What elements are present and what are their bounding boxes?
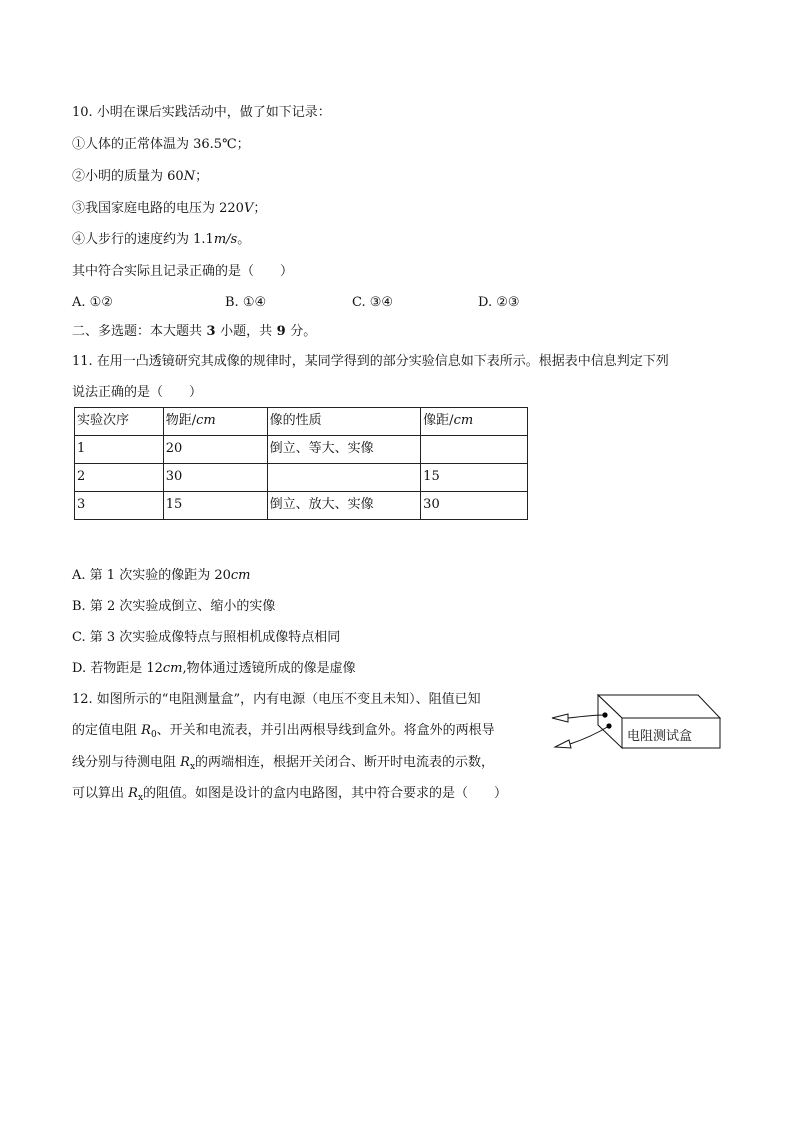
table-row	[75, 464, 528, 492]
table-row	[75, 492, 528, 520]
q11-stem-1: 11. 在用一凸透镜研究其成像的规律时，某同学得到的部分实验信息如下表所示。根据表中信息判定下列	[72, 354, 669, 369]
q10-option-c: C. ③④	[352, 295, 394, 310]
header-cell: 像的性质	[267, 408, 421, 436]
q12-line-3: 线分别与待测电阻 $R_x$的两端相连，根据开关闭合、断开时电流表的示数，	[72, 755, 495, 772]
header-cell: 物距/cm	[163, 408, 267, 436]
q11-option-d: D. 若物距是 12cm,物体通过透镜所成的像是虚像	[72, 661, 356, 676]
table-row	[75, 436, 528, 464]
table-cell: 15	[163, 492, 267, 520]
box-label: 电阻测试盒	[627, 729, 693, 744]
q10-record-2: ②小明的质量为 60N；	[72, 169, 209, 184]
q10-stem: 10. 小明在课后实践活动中，做了如下记录：	[72, 105, 331, 120]
q10-record-4: ④人步行的速度约为 1.1m/s。	[72, 232, 251, 247]
table-cell: 15	[421, 464, 528, 492]
q12-line-1: 12. 如图所示的“电阻测量盒”，内有电源（电压不变且未知）、阻值已知	[72, 692, 481, 707]
header-cell: 像距/cm	[421, 408, 528, 436]
q11-stem-2: 说法正确的是（ ）	[72, 385, 203, 400]
q10-option-b: B. ①④	[225, 295, 267, 310]
q11-option-b: B. 第 2 次实验成倒立、缩小的实像	[72, 599, 276, 614]
wire-arrow-icon	[555, 740, 571, 748]
q12-line-2: 的定值电阻 $R_0$、开关和电流表，并引出两根导线到盒外。将盒外的两根导	[72, 723, 495, 740]
q10-record-3: ③我国家庭电路的电压为 220V；	[72, 201, 267, 216]
table-cell: 2	[75, 464, 164, 492]
resistance-box-figure	[548, 690, 728, 760]
table-cell	[421, 436, 528, 464]
experiment-table	[74, 407, 528, 520]
q10-option-a: A. ①②	[72, 295, 113, 310]
table-cell: 20	[163, 436, 267, 464]
table-cell: 1	[75, 436, 164, 464]
q11-option-c: C. 第 3 次实验成像特点与照相机成像特点相同	[72, 630, 341, 645]
table-cell: 30	[163, 464, 267, 492]
table-cell: 倒立、等大、实像	[267, 436, 421, 464]
q10-ask: 其中符合实际且记录正确的是（ ）	[72, 264, 294, 279]
table-cell	[267, 464, 421, 492]
table-cell: 3	[75, 492, 164, 520]
table-header-row	[75, 408, 528, 436]
table-cell: 30	[421, 492, 528, 520]
q12-line-4: 可以算出 $R_x$的阻值。如图是设计的盒内电路图，其中符合要求的是（ ）	[72, 786, 508, 803]
q10-option-d: D. ②③	[478, 295, 520, 310]
wire-arrow-icon	[552, 714, 568, 722]
section-heading: 二、多选题：本大题共 3 小题，共 9 分。	[72, 324, 317, 339]
q10-record-1: ①人体的正常体温为 36.5℃；	[72, 137, 250, 152]
header-cell: 实验次序	[75, 408, 164, 436]
q11-option-a: A. 第 1 次实验的像距为 20cm	[72, 568, 251, 583]
table-cell: 倒立、放大、实像	[267, 492, 421, 520]
